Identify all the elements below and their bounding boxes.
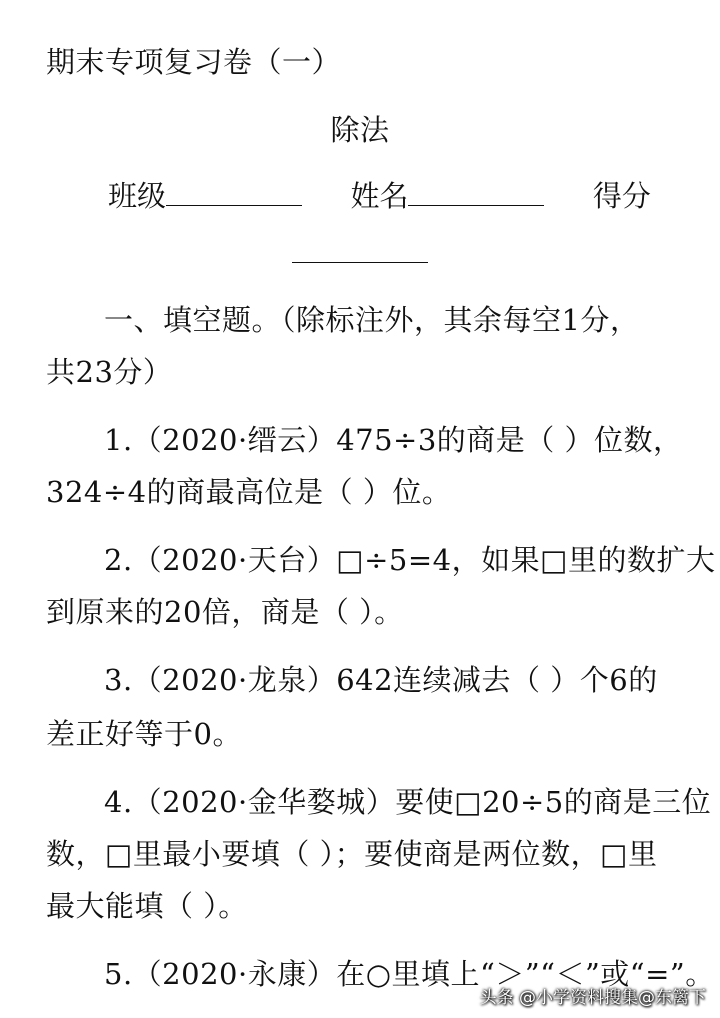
question-3-line2: 差正好等于0。 xyxy=(46,717,242,751)
question-1-line2: 324÷4的商最高位是（ ）位。 xyxy=(46,475,452,509)
section-heading-line1: 一、填空题。（除标注外，其余每空1分， xyxy=(104,303,640,337)
question-1-line1: 1.（2020·缙云）475÷3的商是（ ）位数， xyxy=(104,423,683,457)
question-2-line1: 2.（2020·天台）□÷5=4，如果□里的数扩大 xyxy=(104,543,716,577)
page-title: 期末专项复习卷（一） xyxy=(46,45,342,79)
question-3-line1: 3.（2020·龙泉）642连续减去（ ）个6的 xyxy=(104,663,658,697)
question-4-line1: 4.（2020·金华婺城）要使□20÷5的商是三位 xyxy=(104,785,712,819)
name-label: 姓名 xyxy=(350,179,409,213)
student-info-row xyxy=(108,176,651,216)
question-4-line3: 最大能填（ ）。 xyxy=(46,889,248,923)
name-blank xyxy=(408,181,544,206)
section-heading-line2: 共23分） xyxy=(46,355,173,389)
score-blank xyxy=(292,262,428,263)
watermark: 头条 @小学资料搜集@东篱下 xyxy=(479,988,706,1008)
class-label: 班级 xyxy=(108,179,167,213)
question-2-line2: 到原来的20倍，商是（ ）。 xyxy=(46,595,404,629)
class-blank xyxy=(166,181,302,206)
question-5-line1: 5.（2020·永康）在○里填上“＞”“＜”或“=”。 xyxy=(104,957,715,991)
score-label: 得分 xyxy=(592,179,651,213)
page-subtitle: 除法 xyxy=(330,113,390,147)
question-4-line2: 数，□里最小要填（ ）；要使商是两位数，□里 xyxy=(46,837,658,871)
